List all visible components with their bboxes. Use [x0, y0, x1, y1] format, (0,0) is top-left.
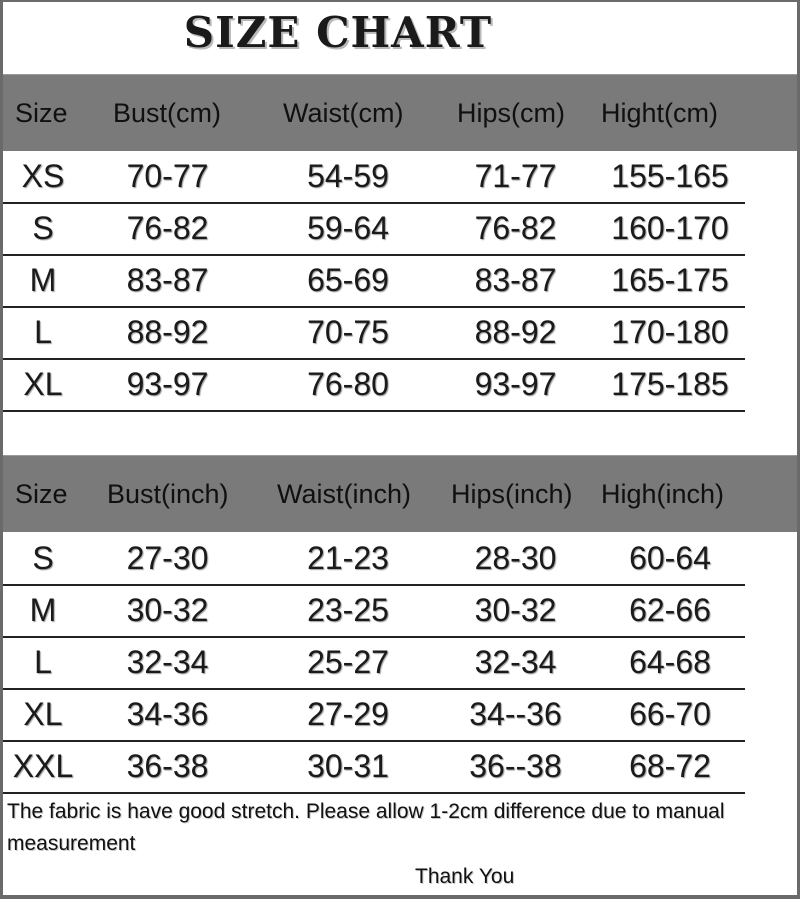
waist-cell: 59-64 [307, 210, 389, 246]
hips-cell: 93-97 [474, 366, 557, 402]
hips-cell: 83-87 [474, 262, 557, 298]
waist-cell: 27-29 [307, 696, 389, 732]
header-bust: Bust(cm) [113, 98, 221, 128]
size-cell: M [29, 262, 57, 298]
hips-cell: 34--36 [469, 696, 562, 732]
bust-cell: 93-97 [126, 366, 209, 402]
hips-cell: 28-30 [474, 540, 557, 576]
table-row [3, 150, 745, 204]
table-row [3, 532, 745, 586]
hips-cell: 76-82 [474, 210, 557, 246]
height-cell: 160-170 [611, 210, 729, 246]
height-cell: 175-185 [611, 366, 729, 402]
inch-table-header [3, 455, 797, 532]
bust-cell: 30-32 [126, 592, 209, 628]
page-title: SIZE CHART [183, 8, 493, 57]
height-cell: 62-66 [629, 592, 711, 628]
hips-cell: 36--38 [469, 748, 562, 784]
header-size: Size [15, 479, 68, 509]
hips-cell: 32-34 [474, 644, 557, 680]
cm-table-header [3, 74, 797, 151]
waist-cell: 54-59 [307, 158, 389, 194]
table-row [3, 636, 745, 690]
waist-cell: 76-80 [307, 366, 389, 402]
waist-cell: 21-23 [307, 540, 389, 576]
header-hips: Hips(cm) [457, 98, 565, 128]
waist-cell: 70-75 [307, 314, 389, 350]
height-cell: 60-64 [629, 540, 711, 576]
header-hips: Hips(inch) [451, 479, 573, 509]
header-height: Hight(cm) [601, 98, 719, 128]
header-waist: Waist(inch) [277, 479, 412, 509]
bust-cell: 88-92 [126, 314, 209, 350]
size-cell: S [32, 540, 54, 576]
header-size: Size [15, 98, 68, 128]
bust-cell: 70-77 [126, 158, 209, 194]
hips-cell: 71-77 [474, 158, 557, 194]
stretch-note: The fabric is have good stretch. Please allow 1-2cm difference due to manual measurement [7, 800, 725, 855]
bust-cell: 76-82 [126, 210, 209, 246]
waist-cell: 30-31 [307, 748, 389, 784]
table-row [3, 584, 745, 638]
table-row [3, 688, 745, 742]
waist-cell: 23-25 [307, 592, 389, 628]
size-cell: XL [23, 696, 63, 732]
size-chart-page [3, 2, 797, 895]
hips-cell: 88-92 [474, 314, 557, 350]
table-row [3, 306, 745, 360]
bust-cell: 34-36 [126, 696, 209, 732]
waist-cell: 65-69 [307, 262, 389, 298]
height-cell: 170-180 [611, 314, 729, 350]
header-bust: Bust(inch) [107, 479, 229, 509]
bust-cell: 83-87 [126, 262, 209, 298]
bust-cell: 32-34 [126, 644, 209, 680]
height-cell: 68-72 [629, 748, 711, 784]
table-row [3, 202, 745, 256]
bust-cell: 36-38 [126, 748, 209, 784]
size-cell: L [34, 644, 52, 680]
hips-cell: 30-32 [474, 592, 557, 628]
table-row [3, 358, 745, 412]
height-cell: 155-165 [611, 158, 729, 194]
height-cell: 64-68 [629, 644, 711, 680]
thank-you-text: Thank You [415, 865, 515, 888]
size-cell: S [32, 210, 54, 246]
size-cell: XL [23, 366, 63, 402]
height-cell: 66-70 [629, 696, 711, 732]
size-cell: L [34, 314, 52, 350]
size-cell: XS [21, 158, 65, 194]
height-cell: 165-175 [611, 262, 729, 298]
header-height: High(inch) [601, 479, 725, 509]
table-row [3, 740, 745, 794]
size-cell: M [29, 592, 57, 628]
waist-cell: 25-27 [307, 644, 389, 680]
size-cell: XXL [12, 748, 74, 784]
table-row [3, 254, 745, 308]
header-waist: Waist(cm) [283, 98, 404, 128]
bust-cell: 27-30 [126, 540, 209, 576]
